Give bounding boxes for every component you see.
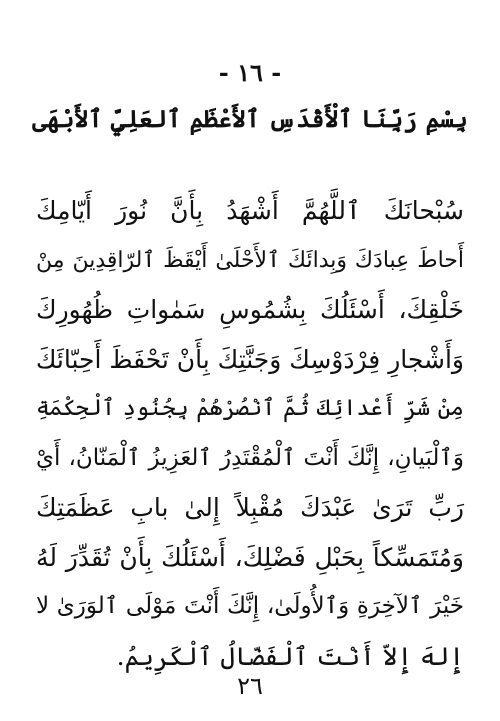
prayer-line: وَأَشْجارِ فِرْدَوْسِكَ وَجَنَّتِكَ بِأَنْ تَحْفَظَ أَحِبّائَكَ [35, 344, 464, 374]
prayer-line: خَلْقِكَ، أَسْئَلُكَ بِشُمُوسِ سَمٰواتِ ظُهُورِكَ [36, 295, 464, 324]
prayer-line: إِلهَ إِلاّ أَنْتَ ٱلْفَضّالُ ٱلْكَرِيمُ. [116, 641, 464, 671]
page-number: ٢٦ [237, 672, 263, 700]
prayer-line: رَبِّ تَرَىٰ عَبْدَكَ مُقْبِلاً إِلىٰ بابِ عَظَمَتِكَ [36, 493, 464, 522]
prayer-text [36, 186, 464, 681]
prayer-line: خَيْرَ ٱلآخِرَةِ وَٱلأُولَىٰ، إِنَّكَ أَنْتَ مَوْلَى ٱلوَرَىٰ لا [36, 593, 464, 619]
invocation-heading: بِسْمِ رَبِّنَا ٱلْأَقْدَسِ ٱلأَعْظَمِ ٱلعَلِيِّ ٱلأَبْهَى [32, 104, 468, 133]
section-number: - ١٦ - [218, 58, 282, 87]
prayer-line: أَحاطَ عِبادَكَ وَبِدائَكَ ٱلأَحْلَىٰ أَيْقَظَ ٱلرّاقِدِينَ مِنْ [36, 247, 464, 273]
prayer-line: وَمُتَمَسِّكاً بِحَبْلِ فَضْلِكَ، أَسْئَلُكَ بِأَنْ تُقَدِّرَ لَهُ [36, 542, 464, 572]
prayer-line: سُبْحانَكَ ٱللَّهُمَّ أَشْهَدُ بِأَنَّ نُورَ أَيّامِكَ [36, 196, 464, 225]
prayer-line: وَٱلْبَيانِ، إِنَّكَ أَنْتَ ٱلْمُقْتَدِرُ ٱلعَزِيزُ ٱلْمَنّانُ، أَيْ [36, 444, 464, 471]
prayer-line: مِنْ شَرِّ أَعْدائِكَ ثُمَّ ٱنْصُرْهُمْ بِجُنُودِ ٱلْحِكْمَةِ [36, 395, 464, 421]
